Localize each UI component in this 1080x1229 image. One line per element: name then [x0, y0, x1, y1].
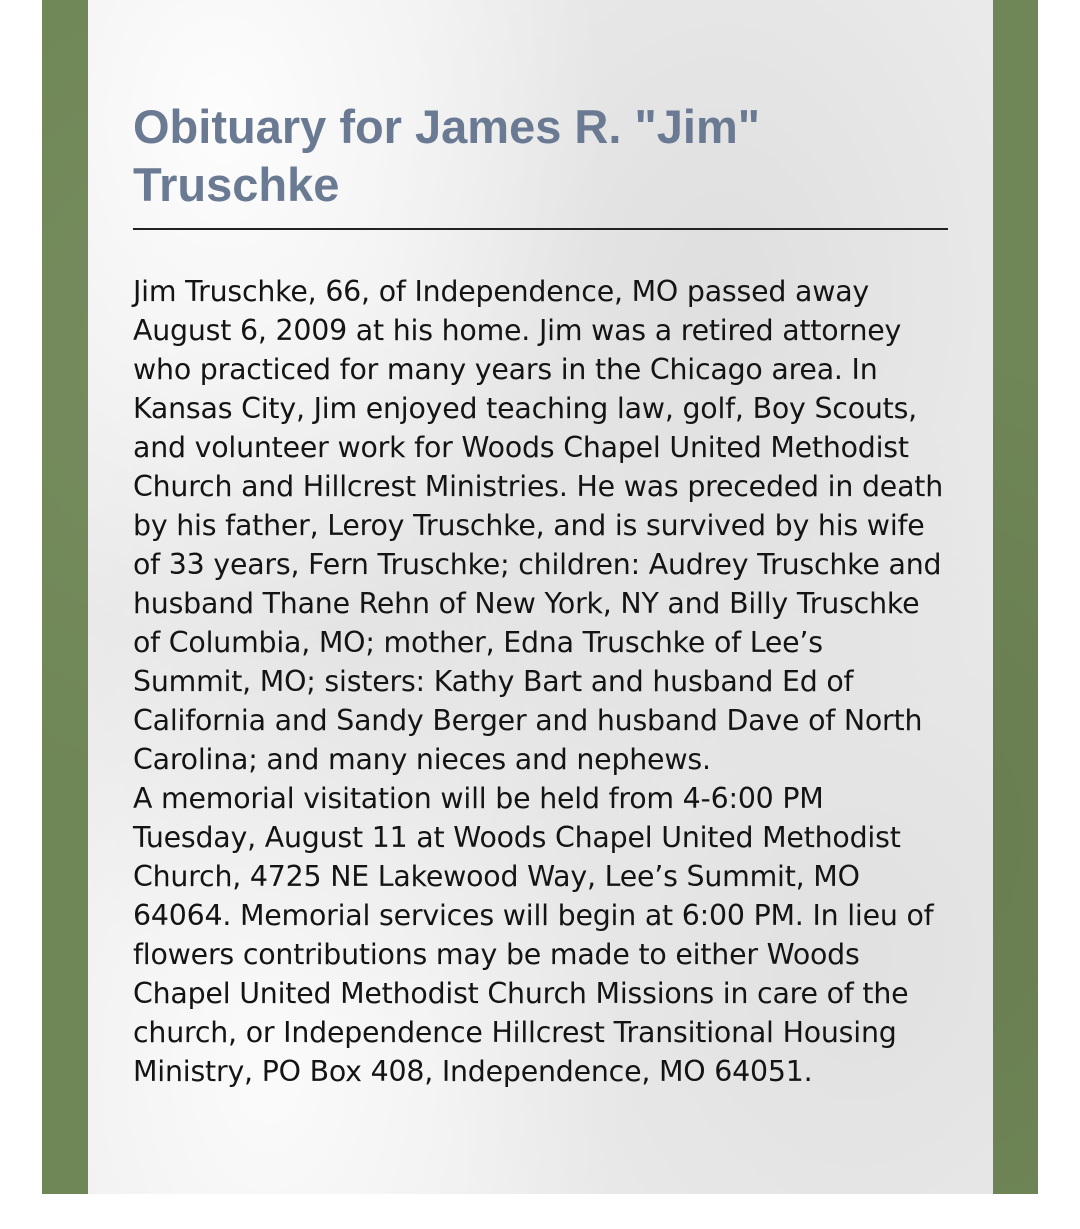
obituary-content [133, 98, 948, 1091]
obituary-card [88, 0, 993, 1194]
obituary-body [133, 272, 948, 1091]
obituary-paragraph-services: A memorial visitation will be held from 4-6:00 PM Tuesday, August 11 at Woods Chapel United Methodist Church, 4725 NE Lakewood Way, Lee’s Summit, MO 64064. Memorial services will begin at 6:00 PM. In lieu of flowers contributions may be made to either Woods Chapel United Methodist Church Missions in care of the church, or Independence Hillcrest Transitional Housing Ministry, PO Box 408, Independence, MO 64051. [133, 782, 934, 1088]
obituary-paragraph-biography: Jim Truschke, 66, of Independence, MO passed away August 6, 2009 at his home. Jim was a retired attorney who practiced for many years in the Chicago area. In Kansas City, Jim enjoyed teaching law, golf, Boy Scouts, and volunteer work for Woods Chapel United Methodist Church and Hillcrest Ministries. He was preceded in death by his father, Leroy Truschke, and is survived by his wife of 33 years, Fern Truschke; children: Audrey Truschke and husband Thane Rehn of New York, NY and Billy Truschke of Columbia, MO; mother, Edna Truschke of Lee’s Summit, MO; sisters: Kathy Bart and husband Ed of California and Sandy Berger and husband Dave of North Carolina; and many nieces and nephews. [133, 275, 944, 776]
obituary-title: Obituary for James R. "Jim" Truschke [133, 98, 948, 230]
